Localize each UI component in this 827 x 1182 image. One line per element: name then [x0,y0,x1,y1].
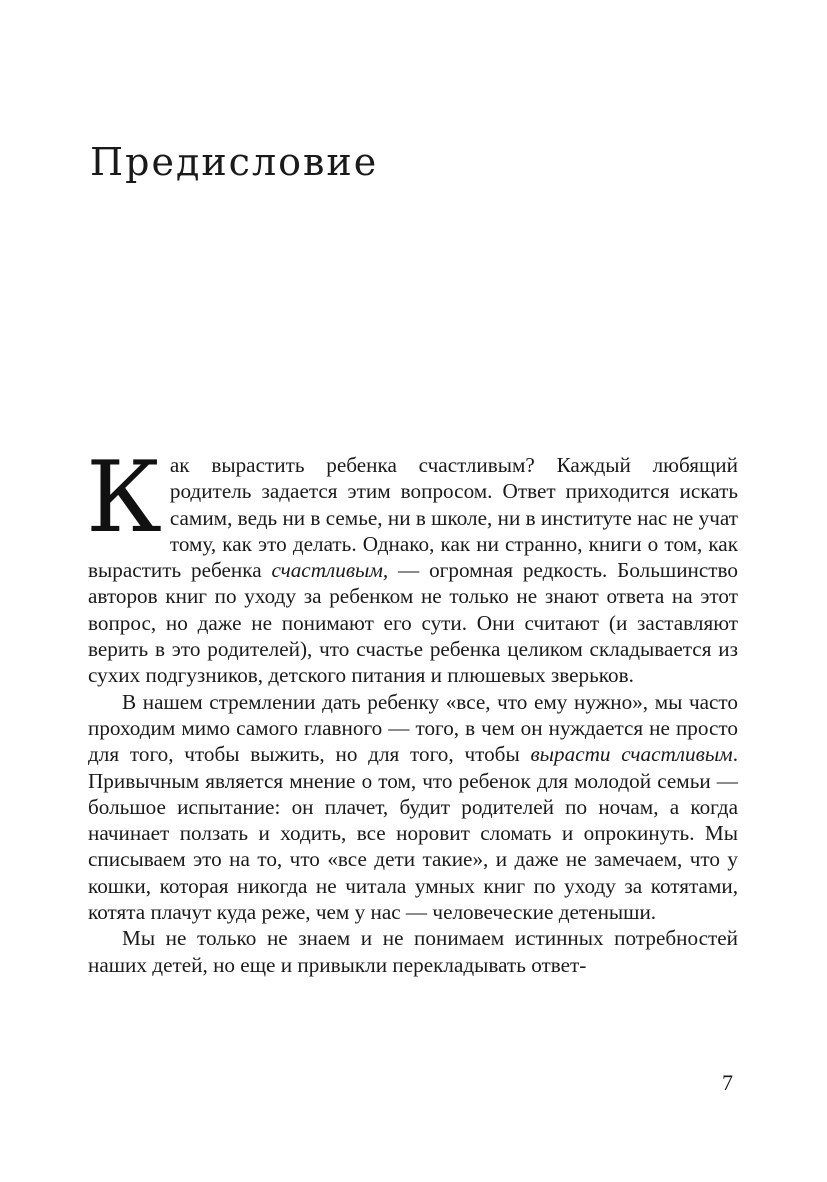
page-number: 7 [722,1070,733,1095]
paragraph-2-text-end: . Привычным является мнение о том, что ребенок для молодой семьи — большое испытание: он плачет, будит родителей по ночам, а когда начинает ползать и ходить, все норовит сломать и опрокинуть. Мы списываем это на то, что «все дети такие», и даже не замечаем, что у кошки, которая никогда не читала умных книг по уходу за котятами, котята плачут куда реже, чем у нас — человеческие детеныши. [88,742,738,925]
body-text [86,441,739,978]
chapter-title: Предисловие [90,140,379,184]
paragraph-3: Мы не только не знаем и не понимаем истинных потребностей наших детей, но еще и привыкли перекладывать ответ- [88,926,738,977]
paragraph-2-emphasis: вырасти счастливым [530,742,733,767]
paragraph-1-text-start: ак вырастить ребенка счастливым? Каждый любящий родитель задается этим вопросом. Ответ приходится искать самим, ведь ни в семье, ни в школе, ни в институте нас не учат тому, как это делать. Однако, как ни странно, книги о том, как вырастить ребенка [88,453,738,583]
paragraph-1 [86,441,739,689]
paragraph-2-text-start: В нашем стремлении дать ребенку «все, что ему нужно», мы часто проходим мимо самого главного — того, в чем он нуждается не просто для того, чтобы выжить, но для того, чтобы [88,689,738,767]
paragraph-1-emphasis: счастливым, [271,558,389,583]
drop-cap: К [86,441,162,555]
paragraph-1-text-end: — огромная редкость. Большинство авторов книг по уходу за ребенком не только не знают ответа на этот вопрос, но даже не понимают его сути. Они считают (и заставляют верить в это родителей), что счастье ребенка целиком складывается из сухих подгузников, детского питания и плюшевых зверьков. [88,558,739,688]
paragraph-2 [88,689,738,926]
